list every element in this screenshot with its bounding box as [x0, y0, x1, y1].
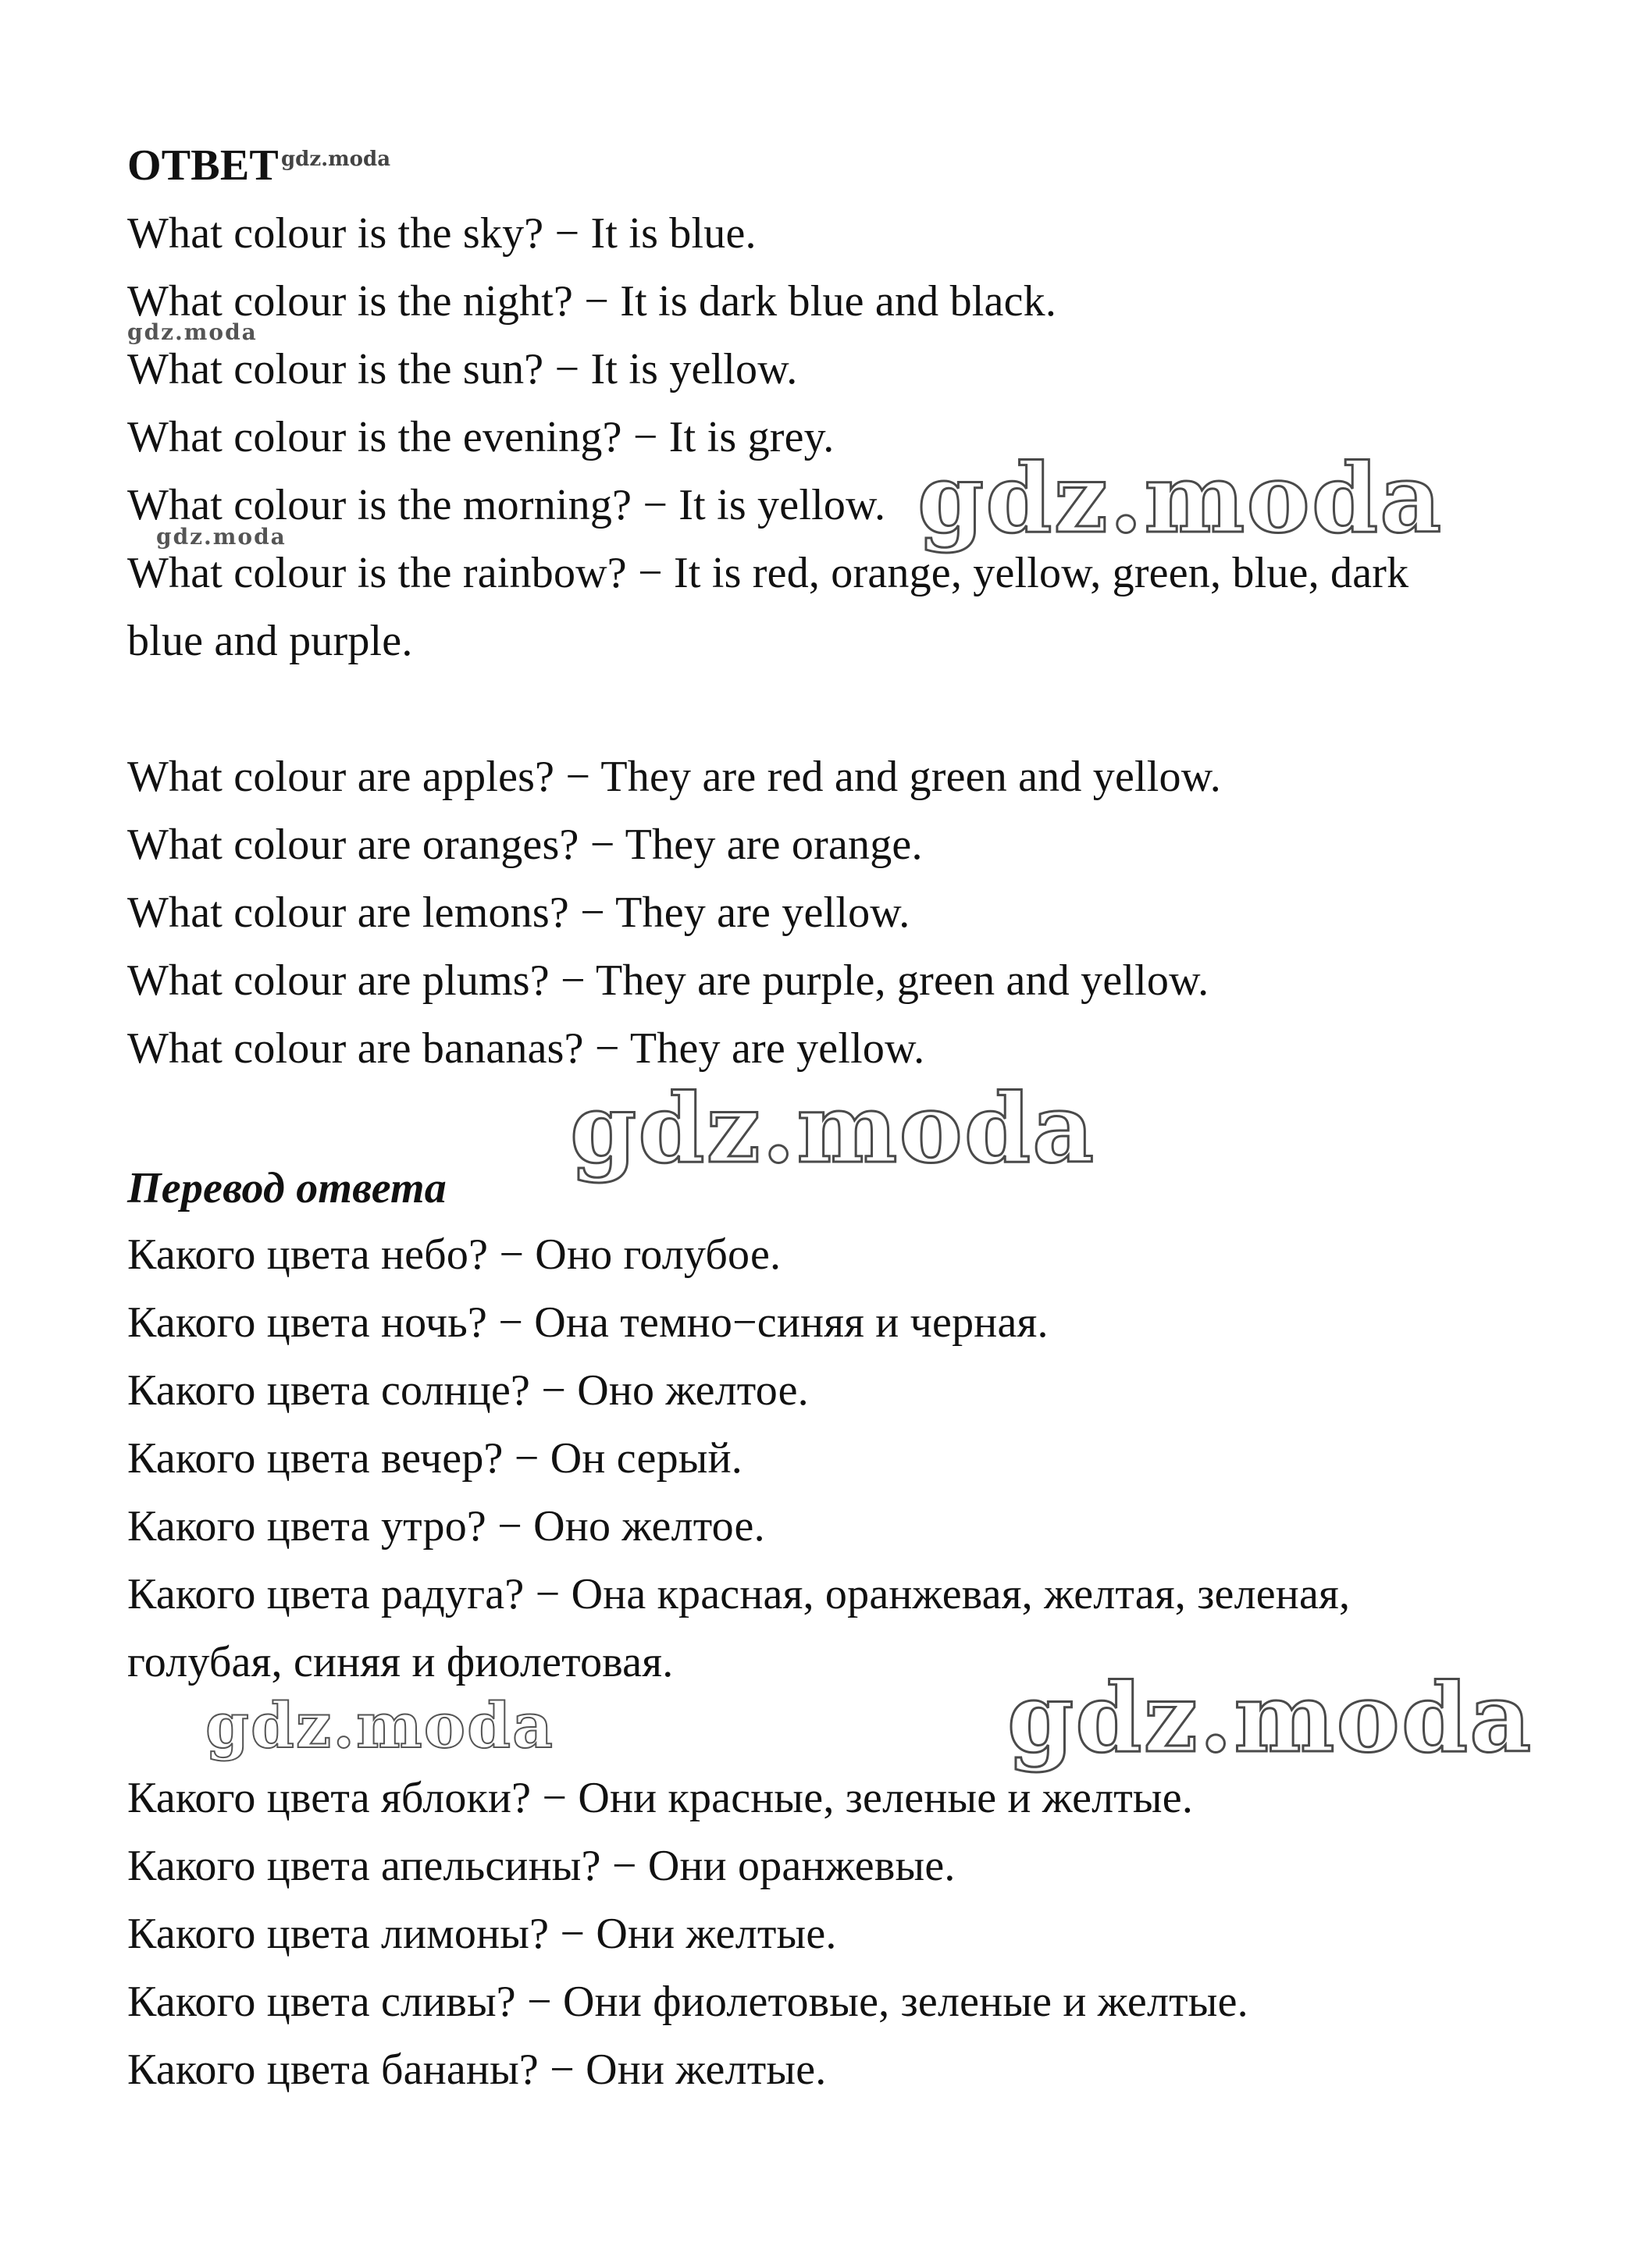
- answer-line-plums: What colour are plums? − They are purple, green and yellow.: [127, 956, 1209, 1005]
- translation-line-bananas: Какого цвета бананы? − Они желтые.: [127, 2045, 827, 2094]
- answer-line-oranges: What colour are oranges? − They are orange.: [127, 821, 923, 869]
- answer-heading: ОТВЕТ: [127, 141, 279, 190]
- watermark-small-1: gdz.moda: [127, 319, 258, 345]
- answer-line-bananas: What colour are bananas? − They are yellow.: [127, 1024, 925, 1073]
- watermark-small-2: gdz.moda: [156, 524, 287, 550]
- answer-line-rainbow-cont: blue and purple.: [127, 617, 413, 665]
- answer-line-sun: What colour is the sun? − It is yellow.: [127, 345, 798, 393]
- answer-line-apples: What colour are apples? − They are red and green and yellow.: [127, 753, 1221, 801]
- translation-line-plums: Какого цвета сливы? − Они фиолетовые, зеленые и желтые.: [127, 1978, 1248, 2026]
- translation-line-rainbow: Какого цвета радуга? − Она красная, оранжевая, желтая, зеленая,: [127, 1570, 1351, 1618]
- translation-line-evening: Какого цвета вечер? − Он серый.: [127, 1434, 742, 1483]
- translation-line-rainbow-cont: голубая, синяя и фиолетовая.: [127, 1638, 674, 1686]
- answer-line-sky: What colour is the sky? − It is blue.: [127, 209, 757, 258]
- translation-line-apples: Какого цвета яблоки? − Они красные, зеленые и желтые.: [127, 1774, 1194, 1822]
- answer-line-night: What colour is the night? − It is dark blue and black.: [127, 277, 1057, 326]
- answer-line-lemons: What colour are lemons? − They are yellow.: [127, 888, 910, 937]
- translation-line-sun: Какого цвета солнце? − Оно желтое.: [127, 1366, 809, 1415]
- watermark-superscript: gdz.moda: [281, 148, 391, 171]
- translation-line-night: Какого цвета ночь? − Она темно−синяя и черная.: [127, 1298, 1049, 1347]
- translation-line-morning: Какого цвета утро? − Оно желтое.: [127, 1502, 765, 1551]
- translation-line-sky: Какого цвета небо? − Оно голубое.: [127, 1230, 782, 1279]
- translation-line-oranges: Какого цвета апельсины? − Они оранжевые.: [127, 1842, 956, 1890]
- answer-line-rainbow: What colour is the rainbow? − It is red, orange, yellow, green, blue, dark: [127, 549, 1409, 597]
- translation-heading: Перевод ответа: [127, 1164, 447, 1212]
- watermark-medium-1: gdz.moda: [205, 1689, 554, 1762]
- translation-line-lemons: Какого цвета лимоны? − Они желтые.: [127, 1910, 837, 1958]
- watermark-large-1: gdz.moda: [917, 442, 1444, 554]
- answer-line-evening: What colour is the evening? − It is grey.: [127, 413, 835, 461]
- watermark-large-3: gdz.moda: [1007, 1661, 1533, 1774]
- answer-line-morning: What colour is the morning? − It is yellow.: [127, 481, 886, 529]
- watermark-large-2: gdz.moda: [570, 1072, 1096, 1184]
